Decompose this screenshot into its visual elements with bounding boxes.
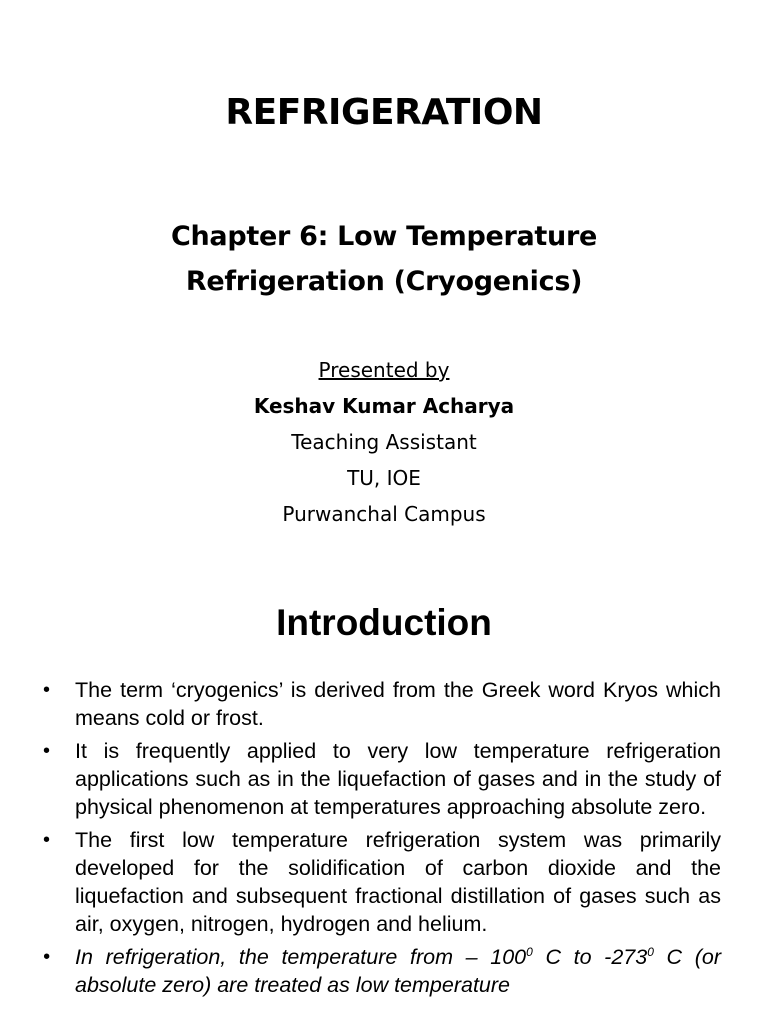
bullet-text-part-1: In refrigeration, the temperature from – 100 (75, 945, 527, 969)
list-item (43, 737, 721, 821)
bullet-icon: • (43, 679, 51, 701)
introduction-slide (0, 580, 768, 1024)
bullet-list (0, 676, 768, 1004)
superscript-degree-2: 0 (647, 945, 654, 959)
bullet-text: The first low temperature refrigeration system was primarily developed for the solidification of carbon dioxide and the liquefaction and subsequent fractional distillation of gases such as air, oxygen, nitrogen, hydrogen and helium. (75, 828, 721, 936)
presenter-role: Teaching Assistant (291, 430, 477, 454)
introduction-title: Introduction (276, 602, 492, 643)
bullet-text-part-3: C (or absolute zero) are treated as low temperature (75, 945, 721, 997)
presenter-name: Keshav Kumar Acharya (253, 394, 515, 418)
presenter-institution: TU, IOE (347, 466, 421, 490)
bullet-icon: • (43, 740, 51, 762)
presented-by-label: Presented by (318, 358, 450, 382)
bullet-icon: • (43, 829, 51, 851)
subtitle-line-2: Refrigeration (Cryogenics) (185, 266, 583, 297)
list-item (43, 943, 721, 999)
subtitle-line-1: Chapter 6: Low Temperature (170, 221, 597, 252)
bullet-text-part-2: C to -273 (532, 945, 648, 969)
bullet-icon: • (43, 946, 51, 968)
presentation-title: REFRIGERATION (225, 92, 543, 133)
superscript-degree-1: 0 (526, 945, 533, 959)
presenter-block (0, 352, 768, 532)
chapter-subtitle (0, 214, 768, 304)
list-item (43, 676, 721, 732)
list-item (43, 826, 721, 938)
bullet-text: The term ‘cryogenics’ is derived from the Greek word Kryos which means cold or frost. (75, 678, 721, 730)
bullet-text: It is frequently applied to very low temperature refrigeration applications such as in the liquefaction of gases and in the study of physical phenomenon at temperatures approaching absolute zero. (75, 739, 721, 819)
presenter-campus: Purwanchal Campus (282, 502, 486, 526)
